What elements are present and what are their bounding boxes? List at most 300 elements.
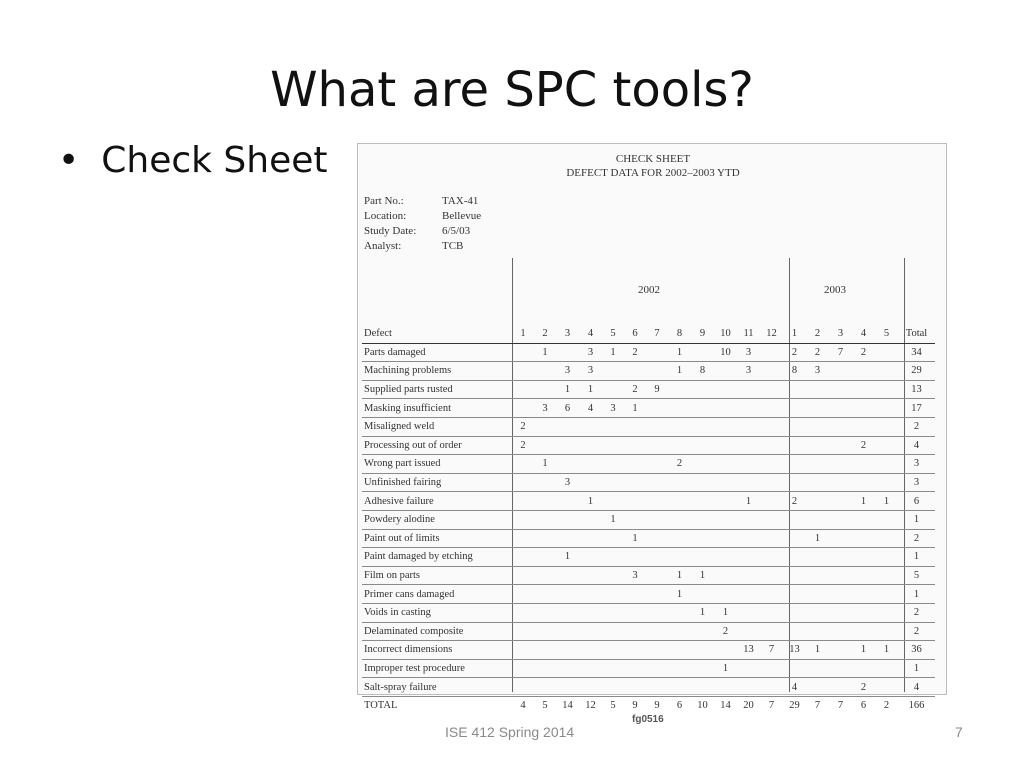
column-header: 4 (579, 325, 602, 343)
tally-cell (875, 548, 898, 567)
tally-cell (579, 678, 602, 697)
tally-cell (760, 529, 783, 548)
tally-cell (829, 678, 852, 697)
tally-cell (737, 566, 760, 585)
tally-cell (579, 473, 602, 492)
tally-cell (783, 548, 806, 567)
table-row (362, 399, 935, 418)
tally-cell (534, 548, 556, 567)
tally-cell (875, 343, 898, 362)
defect-name: Primer cans damaged (362, 585, 512, 604)
row-total-cell: 13 (898, 380, 935, 399)
defect-name: Incorrect dimensions (362, 641, 512, 660)
tally-cell (668, 399, 691, 418)
table-row (362, 548, 935, 567)
total-cell: 9 (624, 696, 646, 714)
defect-name: Delaminated composite (362, 622, 512, 641)
tally-cell (737, 455, 760, 474)
tally-cell (534, 678, 556, 697)
tally-cell (783, 529, 806, 548)
tally-cell (579, 659, 602, 678)
tally-cell: 1 (806, 641, 829, 660)
total-row (362, 696, 935, 714)
tally-cell: 3 (602, 399, 624, 418)
row-total-cell: 2 (898, 529, 935, 548)
tally-cell: 9 (646, 380, 668, 399)
tally-cell (646, 529, 668, 548)
total-cell: 14 (556, 696, 579, 714)
tally-cell (512, 510, 534, 529)
total-cell: 29 (783, 696, 806, 714)
tally-cell (714, 585, 737, 604)
table-row (362, 492, 935, 511)
tally-cell (852, 529, 875, 548)
tally-cell (534, 622, 556, 641)
tally-cell: 3 (556, 362, 579, 381)
total-cell: 7 (760, 696, 783, 714)
tally-cell (737, 529, 760, 548)
tally-cell (668, 417, 691, 436)
tally-cell (691, 455, 714, 474)
total-cell: 6 (852, 696, 875, 714)
tally-cell (691, 436, 714, 455)
tally-cell (760, 343, 783, 362)
defect-name: Unfinished fairing (362, 473, 512, 492)
tally-cell (602, 473, 624, 492)
tally-cell (602, 678, 624, 697)
tally-cell: 1 (624, 399, 646, 418)
tally-cell (624, 659, 646, 678)
column-header: 7 (646, 325, 668, 343)
tally-cell (579, 641, 602, 660)
tally-cell (737, 548, 760, 567)
slide-title: What are SPC tools? (270, 62, 754, 118)
table-row (362, 436, 935, 455)
tally-cell: 13 (783, 641, 806, 660)
tally-cell (534, 473, 556, 492)
defect-name: Machining problems (362, 362, 512, 381)
column-header: 5 (875, 325, 898, 343)
tally-cell (829, 529, 852, 548)
tally-cell (556, 566, 579, 585)
defect-name: Paint damaged by etching (362, 548, 512, 567)
tally-cell (875, 436, 898, 455)
total-cell: 7 (829, 696, 852, 714)
tally-cell (737, 399, 760, 418)
tally-cell (624, 455, 646, 474)
total-cell: 2 (875, 696, 898, 714)
tally-cell (512, 585, 534, 604)
tally-cell (760, 603, 783, 622)
tally-cell (760, 380, 783, 399)
tally-cell (760, 492, 783, 511)
column-header: 5 (602, 325, 624, 343)
tally-cell (806, 585, 829, 604)
tally-cell (806, 492, 829, 511)
row-total-cell: 2 (898, 622, 935, 641)
total-cell: 12 (579, 696, 602, 714)
tally-cell (602, 529, 624, 548)
tally-cell (783, 473, 806, 492)
tally-cell (714, 380, 737, 399)
tally-cell: 3 (737, 362, 760, 381)
tally-cell (691, 380, 714, 399)
tally-cell (512, 548, 534, 567)
tally-cell (760, 678, 783, 697)
tally-cell: 1 (668, 343, 691, 362)
tally-cell (602, 455, 624, 474)
defect-name: Adhesive failure (362, 492, 512, 511)
tally-cell: 2 (806, 343, 829, 362)
tally-cell: 3 (806, 362, 829, 381)
defect-name: Powdery alodine (362, 510, 512, 529)
tally-cell (646, 510, 668, 529)
tally-cell: 1 (668, 566, 691, 585)
tally-cell (806, 473, 829, 492)
meta-key: Study Date: (364, 225, 417, 237)
tally-cell (737, 585, 760, 604)
tally-cell (534, 585, 556, 604)
tally-cell (556, 436, 579, 455)
column-header: 6 (624, 325, 646, 343)
meta-key: Analyst: (364, 240, 402, 252)
tally-cell (691, 641, 714, 660)
tally-cell (624, 473, 646, 492)
tally-cell: 4 (579, 399, 602, 418)
tally-cell (875, 566, 898, 585)
tally-cell: 1 (668, 362, 691, 381)
tally-cell (714, 417, 737, 436)
tally-cell (852, 399, 875, 418)
tally-cell (714, 566, 737, 585)
row-total-cell: 17 (898, 399, 935, 418)
tally-cell (829, 622, 852, 641)
tally-cell (714, 641, 737, 660)
defect-name: Voids in casting (362, 603, 512, 622)
tally-cell (760, 436, 783, 455)
table-row (362, 641, 935, 660)
tally-cell (852, 585, 875, 604)
column-header: Total (898, 325, 935, 343)
row-total-cell: 6 (898, 492, 935, 511)
column-header: 3 (829, 325, 852, 343)
tally-cell (602, 585, 624, 604)
tally-cell (806, 380, 829, 399)
table-row (362, 529, 935, 548)
tally-cell: 1 (714, 603, 737, 622)
tally-cell (668, 641, 691, 660)
defect-name: Paint out of limits (362, 529, 512, 548)
tally-cell (668, 548, 691, 567)
tally-cell (534, 603, 556, 622)
tally-cell: 1 (602, 343, 624, 362)
tally-cell (714, 399, 737, 418)
tally-cell (875, 529, 898, 548)
tally-cell (852, 603, 875, 622)
tally-cell (646, 678, 668, 697)
tally-cell (760, 473, 783, 492)
tally-cell: 2 (512, 417, 534, 436)
tally-cell (783, 436, 806, 455)
tally-cell (714, 529, 737, 548)
tally-cell (602, 436, 624, 455)
defect-table (362, 325, 935, 714)
tally-cell (829, 548, 852, 567)
tally-cell: 2 (852, 436, 875, 455)
tally-cell (646, 659, 668, 678)
tally-cell (534, 380, 556, 399)
tally-cell (668, 473, 691, 492)
tally-cell (875, 622, 898, 641)
tally-cell: 3 (579, 343, 602, 362)
tally-cell (602, 362, 624, 381)
tally-cell (602, 548, 624, 567)
tally-cell (556, 343, 579, 362)
meta-row (364, 224, 481, 239)
tally-cell (760, 548, 783, 567)
tally-cell (624, 641, 646, 660)
tally-cell (668, 622, 691, 641)
tally-cell (512, 399, 534, 418)
total-cell: 4 (512, 696, 534, 714)
tally-cell (875, 473, 898, 492)
tally-cell (875, 455, 898, 474)
meta-row (364, 239, 481, 254)
tally-cell (829, 585, 852, 604)
row-total-cell: 2 (898, 603, 935, 622)
tally-cell (737, 678, 760, 697)
tally-cell (783, 585, 806, 604)
tally-cell (556, 492, 579, 511)
tally-cell (556, 529, 579, 548)
total-cell: 7 (806, 696, 829, 714)
tally-cell (783, 417, 806, 436)
table-row (362, 343, 935, 362)
tally-cell (579, 548, 602, 567)
tally-cell (646, 566, 668, 585)
tally-cell: 2 (624, 343, 646, 362)
meta-row (364, 209, 481, 224)
tally-cell (760, 362, 783, 381)
total-cell: 5 (534, 696, 556, 714)
tally-cell (875, 678, 898, 697)
column-header: 10 (714, 325, 737, 343)
tally-cell (602, 380, 624, 399)
tally-cell (602, 659, 624, 678)
tally-cell (624, 585, 646, 604)
tally-cell (668, 603, 691, 622)
table-row (362, 603, 935, 622)
tally-cell (760, 585, 783, 604)
tally-cell (512, 659, 534, 678)
tally-cell (714, 362, 737, 381)
row-total-cell: 4 (898, 678, 935, 697)
meta-key: Part No.: (364, 195, 404, 207)
tally-cell (737, 659, 760, 678)
table-row (362, 566, 935, 585)
tally-cell (714, 510, 737, 529)
tally-cell (783, 399, 806, 418)
tally-cell (760, 659, 783, 678)
tally-cell (760, 622, 783, 641)
table-row (362, 380, 935, 399)
tally-cell: 1 (875, 641, 898, 660)
tally-cell (806, 417, 829, 436)
column-header: 4 (852, 325, 875, 343)
tally-cell (534, 436, 556, 455)
tally-cell (829, 641, 852, 660)
column-header: 2 (534, 325, 556, 343)
column-header: 1 (512, 325, 534, 343)
tally-cell (556, 510, 579, 529)
tally-cell (691, 343, 714, 362)
tally-cell (512, 455, 534, 474)
tally-cell (646, 641, 668, 660)
tally-cell: 6 (556, 399, 579, 418)
year-2002-label: 2002 (638, 284, 660, 296)
tally-cell (624, 362, 646, 381)
tally-cell (852, 566, 875, 585)
footer-text: ISE 412 Spring 2014 (445, 724, 575, 740)
tally-cell (806, 566, 829, 585)
tally-cell (646, 473, 668, 492)
tally-cell (624, 510, 646, 529)
tally-cell (875, 362, 898, 381)
tally-cell (556, 417, 579, 436)
tally-cell: 1 (852, 641, 875, 660)
tally-cell (806, 548, 829, 567)
row-total-cell: 1 (898, 510, 935, 529)
tally-cell (646, 399, 668, 418)
row-total-cell: 3 (898, 473, 935, 492)
tally-cell (602, 603, 624, 622)
defect-name: Wrong part issued (362, 455, 512, 474)
tally-cell: 2 (624, 380, 646, 399)
table-row (362, 585, 935, 604)
tally-cell (556, 678, 579, 697)
tally-cell (579, 417, 602, 436)
tally-cell (534, 566, 556, 585)
tally-cell (806, 678, 829, 697)
tally-cell (534, 362, 556, 381)
column-header: 11 (737, 325, 760, 343)
tally-cell: 2 (714, 622, 737, 641)
bullet-dot-icon: • (58, 140, 80, 181)
tally-cell (852, 548, 875, 567)
tally-cell (556, 659, 579, 678)
tally-cell (829, 455, 852, 474)
total-cell: 14 (714, 696, 737, 714)
column-header: 12 (760, 325, 783, 343)
tally-cell: 1 (806, 529, 829, 548)
tally-cell (668, 492, 691, 511)
tally-cell: 2 (512, 436, 534, 455)
tally-cell (691, 492, 714, 511)
tally-cell (556, 585, 579, 604)
tally-cell: 3 (534, 399, 556, 418)
check-sheet-figure (357, 143, 947, 712)
tally-cell (737, 603, 760, 622)
tally-cell: 3 (737, 343, 760, 362)
row-total-cell: 1 (898, 585, 935, 604)
tally-cell (512, 678, 534, 697)
row-total-cell: 4 (898, 436, 935, 455)
tally-cell: 1 (668, 585, 691, 604)
tally-cell: 1 (556, 380, 579, 399)
table-header-row (362, 325, 935, 343)
tally-cell (668, 678, 691, 697)
tally-cell (602, 622, 624, 641)
tally-cell (624, 603, 646, 622)
tally-cell (602, 566, 624, 585)
tally-cell (829, 473, 852, 492)
tally-cell: 7 (760, 641, 783, 660)
tally-cell (512, 603, 534, 622)
table-row (362, 362, 935, 381)
total-cell: 6 (668, 696, 691, 714)
defect-name: Improper test procedure (362, 659, 512, 678)
defect-name: Supplied parts rusted (362, 380, 512, 399)
tally-cell (875, 417, 898, 436)
table-row (362, 659, 935, 678)
total-label: TOTAL (362, 696, 512, 714)
page-number: 7 (955, 724, 963, 740)
tally-cell (646, 343, 668, 362)
table-row (362, 473, 935, 492)
tally-cell (534, 659, 556, 678)
tally-cell: 13 (737, 641, 760, 660)
row-total-cell: 1 (898, 659, 935, 678)
tally-cell: 1 (737, 492, 760, 511)
tally-cell (737, 510, 760, 529)
total-cell: 5 (602, 696, 624, 714)
tally-cell (556, 603, 579, 622)
tally-cell (852, 455, 875, 474)
column-header: 8 (668, 325, 691, 343)
tally-cell (760, 455, 783, 474)
tally-cell (624, 678, 646, 697)
meta-value: Bellevue (442, 210, 482, 222)
tally-cell (646, 436, 668, 455)
total-cell: 20 (737, 696, 760, 714)
tally-cell (691, 529, 714, 548)
tally-cell (783, 566, 806, 585)
tally-cell: 2 (852, 678, 875, 697)
tally-cell (806, 510, 829, 529)
tally-cell (875, 585, 898, 604)
check-sheet-title-line1: CHECK SHEET (615, 153, 691, 165)
tally-cell (512, 566, 534, 585)
tally-cell (668, 380, 691, 399)
tally-cell: 1 (602, 510, 624, 529)
row-total-cell: 2 (898, 417, 935, 436)
tally-cell (512, 529, 534, 548)
tally-cell: 1 (534, 343, 556, 362)
tally-cell (646, 548, 668, 567)
tally-cell (714, 492, 737, 511)
check-sheet-title-line2: DEFECT DATA FOR 2002–2003 YTD (566, 167, 740, 179)
tally-cell (602, 492, 624, 511)
tally-cell (646, 603, 668, 622)
total-cell: 9 (646, 696, 668, 714)
column-header: 9 (691, 325, 714, 343)
tally-cell (852, 473, 875, 492)
tally-cell (737, 380, 760, 399)
tally-cell (646, 585, 668, 604)
check-sheet-title (358, 152, 948, 180)
tally-cell (579, 622, 602, 641)
tally-cell (875, 399, 898, 418)
